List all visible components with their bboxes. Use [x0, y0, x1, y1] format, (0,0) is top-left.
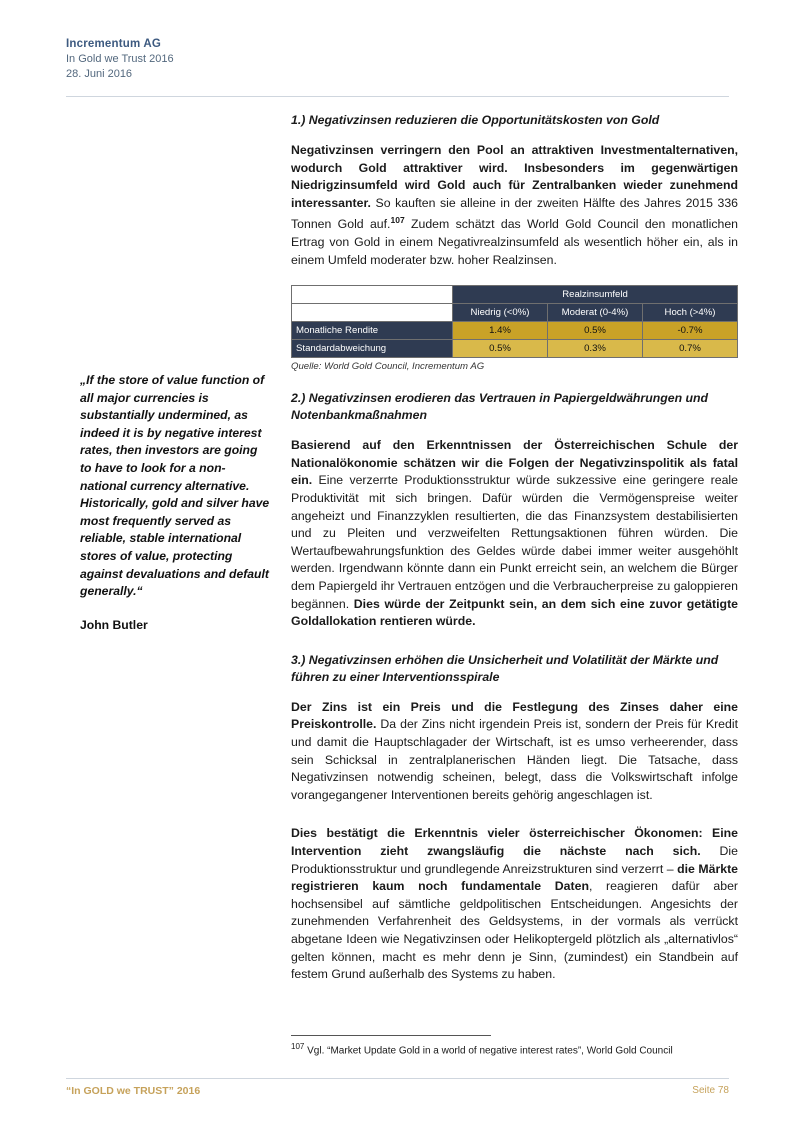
section-3-p2-mid: Die Produktionsstruktur und grundlegende Anreizstrukturen sind verzerrt –	[291, 843, 738, 876]
table-cell-0-1: 0.5%	[548, 322, 643, 340]
table-corner-cell-2	[292, 304, 453, 322]
table-cell-0-2: -0.7%	[643, 322, 738, 340]
header-company: Incrementum AG	[66, 38, 162, 50]
section-3-body: Da der Zins nicht irgendein Preis ist, sondern der Preis für Kredit und damit die Hauptschlagader der Wirtschaft, ist es umso verheerender, dass sein Schicksal in zentralplanerischen Händen liegt. Die Tatsache, dass Negativzinsen notwendig scheinen, belegt, dass die Volkswirtschaft infolge vorangegangener Interventionen bereits gehörig angeschlagen ist.	[291, 717, 738, 802]
table-group-header: Realzinsumfeld	[453, 286, 738, 304]
table-row	[292, 340, 738, 358]
section-2-lead: Basierend auf den Erkenntnissen der Österreichischen Schule der Nationalökonomie schätzen wir die Folgen der Negativzinspolitik als fatal ein.	[291, 438, 738, 488]
footer-title: “In GOLD we TRUST” 2016	[66, 1085, 201, 1097]
footnote-text: Vgl. “Market Update Gold in a world of negative interest rates”, World Gold Council	[304, 1045, 673, 1057]
section-2-paragraph	[291, 437, 738, 631]
pull-quote-author: John Butler	[80, 617, 148, 632]
document-header	[66, 36, 466, 82]
table-cell-1-1: 0.3%	[548, 340, 643, 358]
table-group-header-row	[292, 286, 738, 304]
table-column-header-row	[292, 304, 738, 322]
section-3-p2-lead: Dies bestätigt die Erkenntnis vieler österreichischer Ökonomen: Eine Intervention zieht zwangsläufig die nächste nach sich.	[291, 826, 738, 858]
section-3-p2-emph: die Märkte registrieren kaum noch fundamentale Daten	[291, 861, 738, 894]
table-row	[292, 322, 738, 340]
section-1-paragraph	[291, 142, 738, 269]
section-2-heading: 2.) Negativzinsen erodieren das Vertrauen in Papiergeldwährungen und Notenbankmaßnahmen	[291, 391, 709, 423]
section-3-p2-tail: , reagieren dafür aber hochsensibel auf sämtliche geldpolitischen Entscheidungen. Angesichts der zunehmenden Verfahrenheit des Geldsystems, in der vormals als verrückt abgetane Ideen wie Negativzinsen oder Helikoptergeld plötzlich als „alternativlos“ gelten können, macht es mehr denn je Sinn, (zumindest) ein Standbein auf festem Grund außerhalb des Systems zu haben.	[291, 879, 739, 982]
section-3-heading: 3.) Negativzinsen erhöhen die Unsicherheit und Volatilität der Märkte und führen zu einer Interventionsspirale	[291, 652, 719, 684]
section-3-lead: Der Zins ist ein Preis und die Festlegung des Zinses daher eine Preiskontrolle.	[291, 699, 738, 732]
section-1-body-tail: Zudem schätzt das World Gold Council den monatlichen Ertrag von Gold in einem Negativrealzinsumfeld als wesentlich höher ein, als in einem Umfeld moderater bzw. hoher Realzinsen.	[291, 217, 738, 267]
table-row-label-0: Monatliche Rendite	[292, 322, 453, 340]
footer-page-number: Seite 78	[692, 1085, 729, 1096]
table-col-header-0: Niedrig (<0%)	[453, 304, 548, 322]
footnote-ref-107: 107	[390, 215, 405, 226]
header-report-title: In Gold we Trust 2016	[66, 53, 174, 65]
table-cell-1-0: 0.5%	[453, 340, 548, 358]
section-1-heading: 1.) Negativzinsen reduzieren die Opportunitätskosten von Gold	[291, 113, 660, 127]
section-1-lead: Negativzinsen verringern den Pool an attraktiven Investmentalternativen, wodurch Gold attraktiver wird. Insbesonders im gegenwärtigen Niedrigzinsumfeld wird Gold auch für Zentralbanken wieder zunehmend interessanter.	[291, 143, 738, 210]
section-3-paragraph-2	[291, 825, 738, 983]
table-source: Quelle: World Gold Council, Incrementum AG	[291, 361, 485, 373]
header-date: 28. Juni 2016	[66, 68, 133, 80]
header-divider	[66, 96, 729, 97]
table-col-header-1: Moderat (0-4%)	[548, 304, 643, 322]
table-col-header-2: Hoch (>4%)	[643, 304, 738, 322]
table-corner-cell	[292, 286, 453, 304]
pull-quote	[80, 372, 270, 634]
real-rate-table	[291, 285, 738, 358]
table-row-label-1: Standardabweichung	[292, 340, 453, 358]
footnote-divider	[291, 1035, 491, 1036]
main-content	[291, 112, 738, 997]
footnote-marker: 107	[291, 1042, 305, 1051]
section-1-body: So kauften sie alleine in der zweiten Hälfte des Jahres 2015 336 Tonnen Gold auf.	[291, 195, 738, 232]
footnote-107	[291, 1040, 738, 1058]
section-2-body: Eine verzerrte Produktionsstruktur würde sukzessive eine geringere reale Produktivität mit sich bringen. Dafür würden die Vermögenspreise weiter angeheizt und Finanzzyklen resultierten, die das Finanzsystem destabilisierten und zu Pleiten und verzweifelten Rettungsaktionen führen würden. Die Wertaufbewahrungsfunktion des Geldes würde dabei immer weiter ausgehöhlt werden. Irgendwann könnte dann ein Punkt erreicht sein, an welchem die Bürger dem Papiergeld ihr Vertrauen entzögen und die Verbraucherpreise zu galoppieren begännen.	[291, 473, 738, 611]
footer-divider	[66, 1078, 729, 1079]
pull-quote-text: „If the store of value function of all major currencies is substantially undermined, as indeed it is by negative interest rates, then investors are going to have to look for a non-national currency alternative. Historically, gold and silver have most frequently served as reliable, stable international stores of value, protecting against devaluations and default generally.“	[80, 373, 270, 599]
real-rate-table-wrapper	[291, 285, 738, 372]
section-3-paragraph-1	[291, 699, 738, 805]
table-cell-0-0: 1.4%	[453, 322, 548, 340]
section-2-tail: Dies würde der Zeitpunkt sein, an dem sich eine zuvor getätigte Goldallokation rentieren würde.	[291, 596, 738, 629]
table-cell-1-2: 0.7%	[643, 340, 738, 358]
